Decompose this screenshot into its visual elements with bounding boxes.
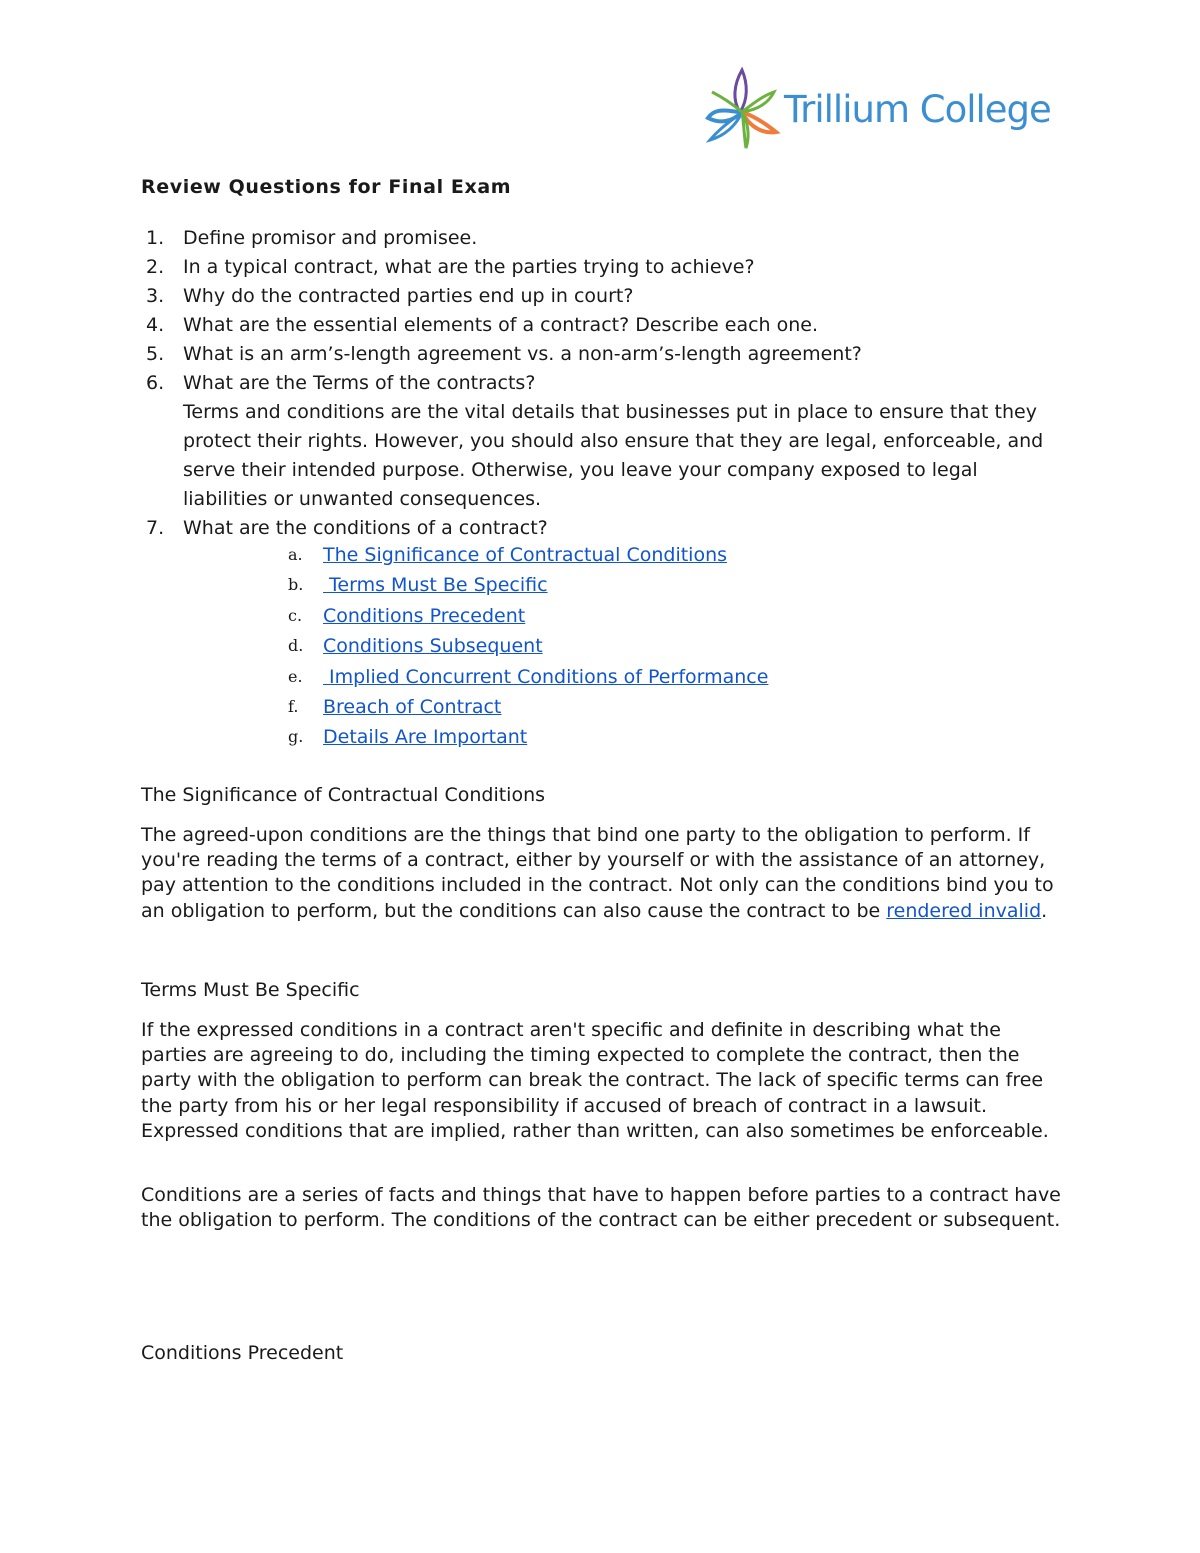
toc-item	[0, 631, 1200, 661]
question-number: 7.	[146, 517, 165, 539]
toc-letter: a.	[288, 545, 303, 564]
toc-item	[0, 692, 1200, 722]
question-item	[0, 514, 1063, 543]
trillium-college-logo	[702, 66, 1052, 154]
question-text: Define promisor and promisee.	[183, 227, 478, 249]
toc-link-implied-concurrent[interactable]: Implied Concurrent Conditions of Performance	[323, 665, 769, 688]
question-item	[0, 369, 1063, 514]
toc-letter: c.	[288, 605, 303, 625]
section-title-precedent: Conditions Precedent	[141, 1342, 344, 1364]
question-number: 6.	[146, 372, 165, 394]
section-title-significance: The Significance of Contractual Conditions	[141, 784, 546, 806]
toc-letter: g.	[288, 727, 304, 747]
trillium-flower-icon	[702, 66, 782, 154]
toc-item	[0, 570, 1200, 600]
question-text: In a typical contract, what are the parties trying to achieve?	[183, 256, 755, 278]
question-text: What are the essential elements of a contract? Describe each one.	[183, 314, 819, 336]
rendered-invalid-link[interactable]: rendered invalid	[886, 899, 1042, 922]
question-item	[0, 340, 1063, 369]
question-text: Why do the contracted parties end up in court?	[183, 285, 634, 307]
toc-letter: b.	[288, 575, 304, 595]
toc-letter: d.	[288, 636, 304, 656]
toc-link-conditions-precedent[interactable]: Conditions Precedent	[323, 604, 526, 627]
page-title: Review Questions for Final Exam	[141, 176, 512, 198]
question-item	[0, 253, 1063, 282]
toc-link-significance[interactable]: The Significance of Contractual Conditions	[323, 544, 728, 566]
question-text: What are the Terms of the contracts?	[183, 372, 536, 394]
question-number: 3.	[146, 285, 165, 307]
toc-link-breach[interactable]: Breach of Contract	[323, 695, 502, 718]
toc-item	[0, 601, 1200, 631]
question-item	[0, 224, 1063, 253]
toc-item	[0, 662, 1200, 692]
question-number: 4.	[146, 314, 165, 336]
section-body-specific-1: If the expressed conditions in a contract aren't specific and definite in describing what the parties are agreeing to do, including the timing expected to complete the contract, then the party with the obligation to perform can break the contract. The lack of specific terms can free the party from his or her legal responsibility if accused of breach of contract in a lawsuit. Expressed conditions that are implied, rather than written, can also sometimes be enforceable.	[141, 1019, 1049, 1142]
question-number: 5.	[146, 343, 165, 365]
question-text: What is an arm’s-length agreement vs. a non-arm’s-length agreement?	[183, 343, 862, 365]
body-text-tail: .	[1041, 899, 1048, 922]
conditions-toc	[0, 540, 1200, 753]
review-question-list	[0, 224, 1200, 543]
section-body-significance	[141, 823, 1071, 924]
question-number: 2.	[146, 256, 165, 278]
toc-letter: e.	[288, 666, 303, 686]
section-body-specific-2: Conditions are a series of facts and things that have to happen before parties to a contract have the obligation to perform. The conditions of the contract can be either precedent or subsequent.	[141, 1184, 1061, 1232]
question-number: 1.	[146, 227, 165, 249]
toc-item	[0, 540, 1200, 570]
toc-letter: f.	[288, 696, 299, 716]
section-title-specific: Terms Must Be Specific	[141, 979, 360, 1001]
toc-link-terms-specific[interactable]: Terms Must Be Specific	[323, 574, 548, 597]
toc-item	[0, 722, 1200, 752]
question-text: What are the conditions of a contract?	[183, 517, 548, 539]
question-item	[0, 311, 1063, 340]
body-text: The agreed-upon conditions are the things that bind one party to the obligation to perform. If you're reading the terms of a contract, either by yourself or with the assistance of an attorney, pay attention to the conditions included in the contract. Not only can the conditions bind you to an obligation to perform, but the conditions can also cause the contract to be	[141, 824, 1054, 922]
question-answer: Terms and conditions are the vital details that businesses put in place to ensure that they protect their rights. However, you should also ensure that they are legal, enforceable, and serve their intended purpose. Otherwise, you leave your company exposed to legal liabilities or unwanted consequences.	[183, 401, 1044, 510]
toc-link-details[interactable]: Details Are Important	[323, 726, 528, 749]
question-item	[0, 282, 1063, 311]
logo-wordmark: Trillium College	[784, 88, 1051, 131]
toc-link-conditions-subsequent[interactable]: Conditions Subsequent	[323, 635, 543, 658]
